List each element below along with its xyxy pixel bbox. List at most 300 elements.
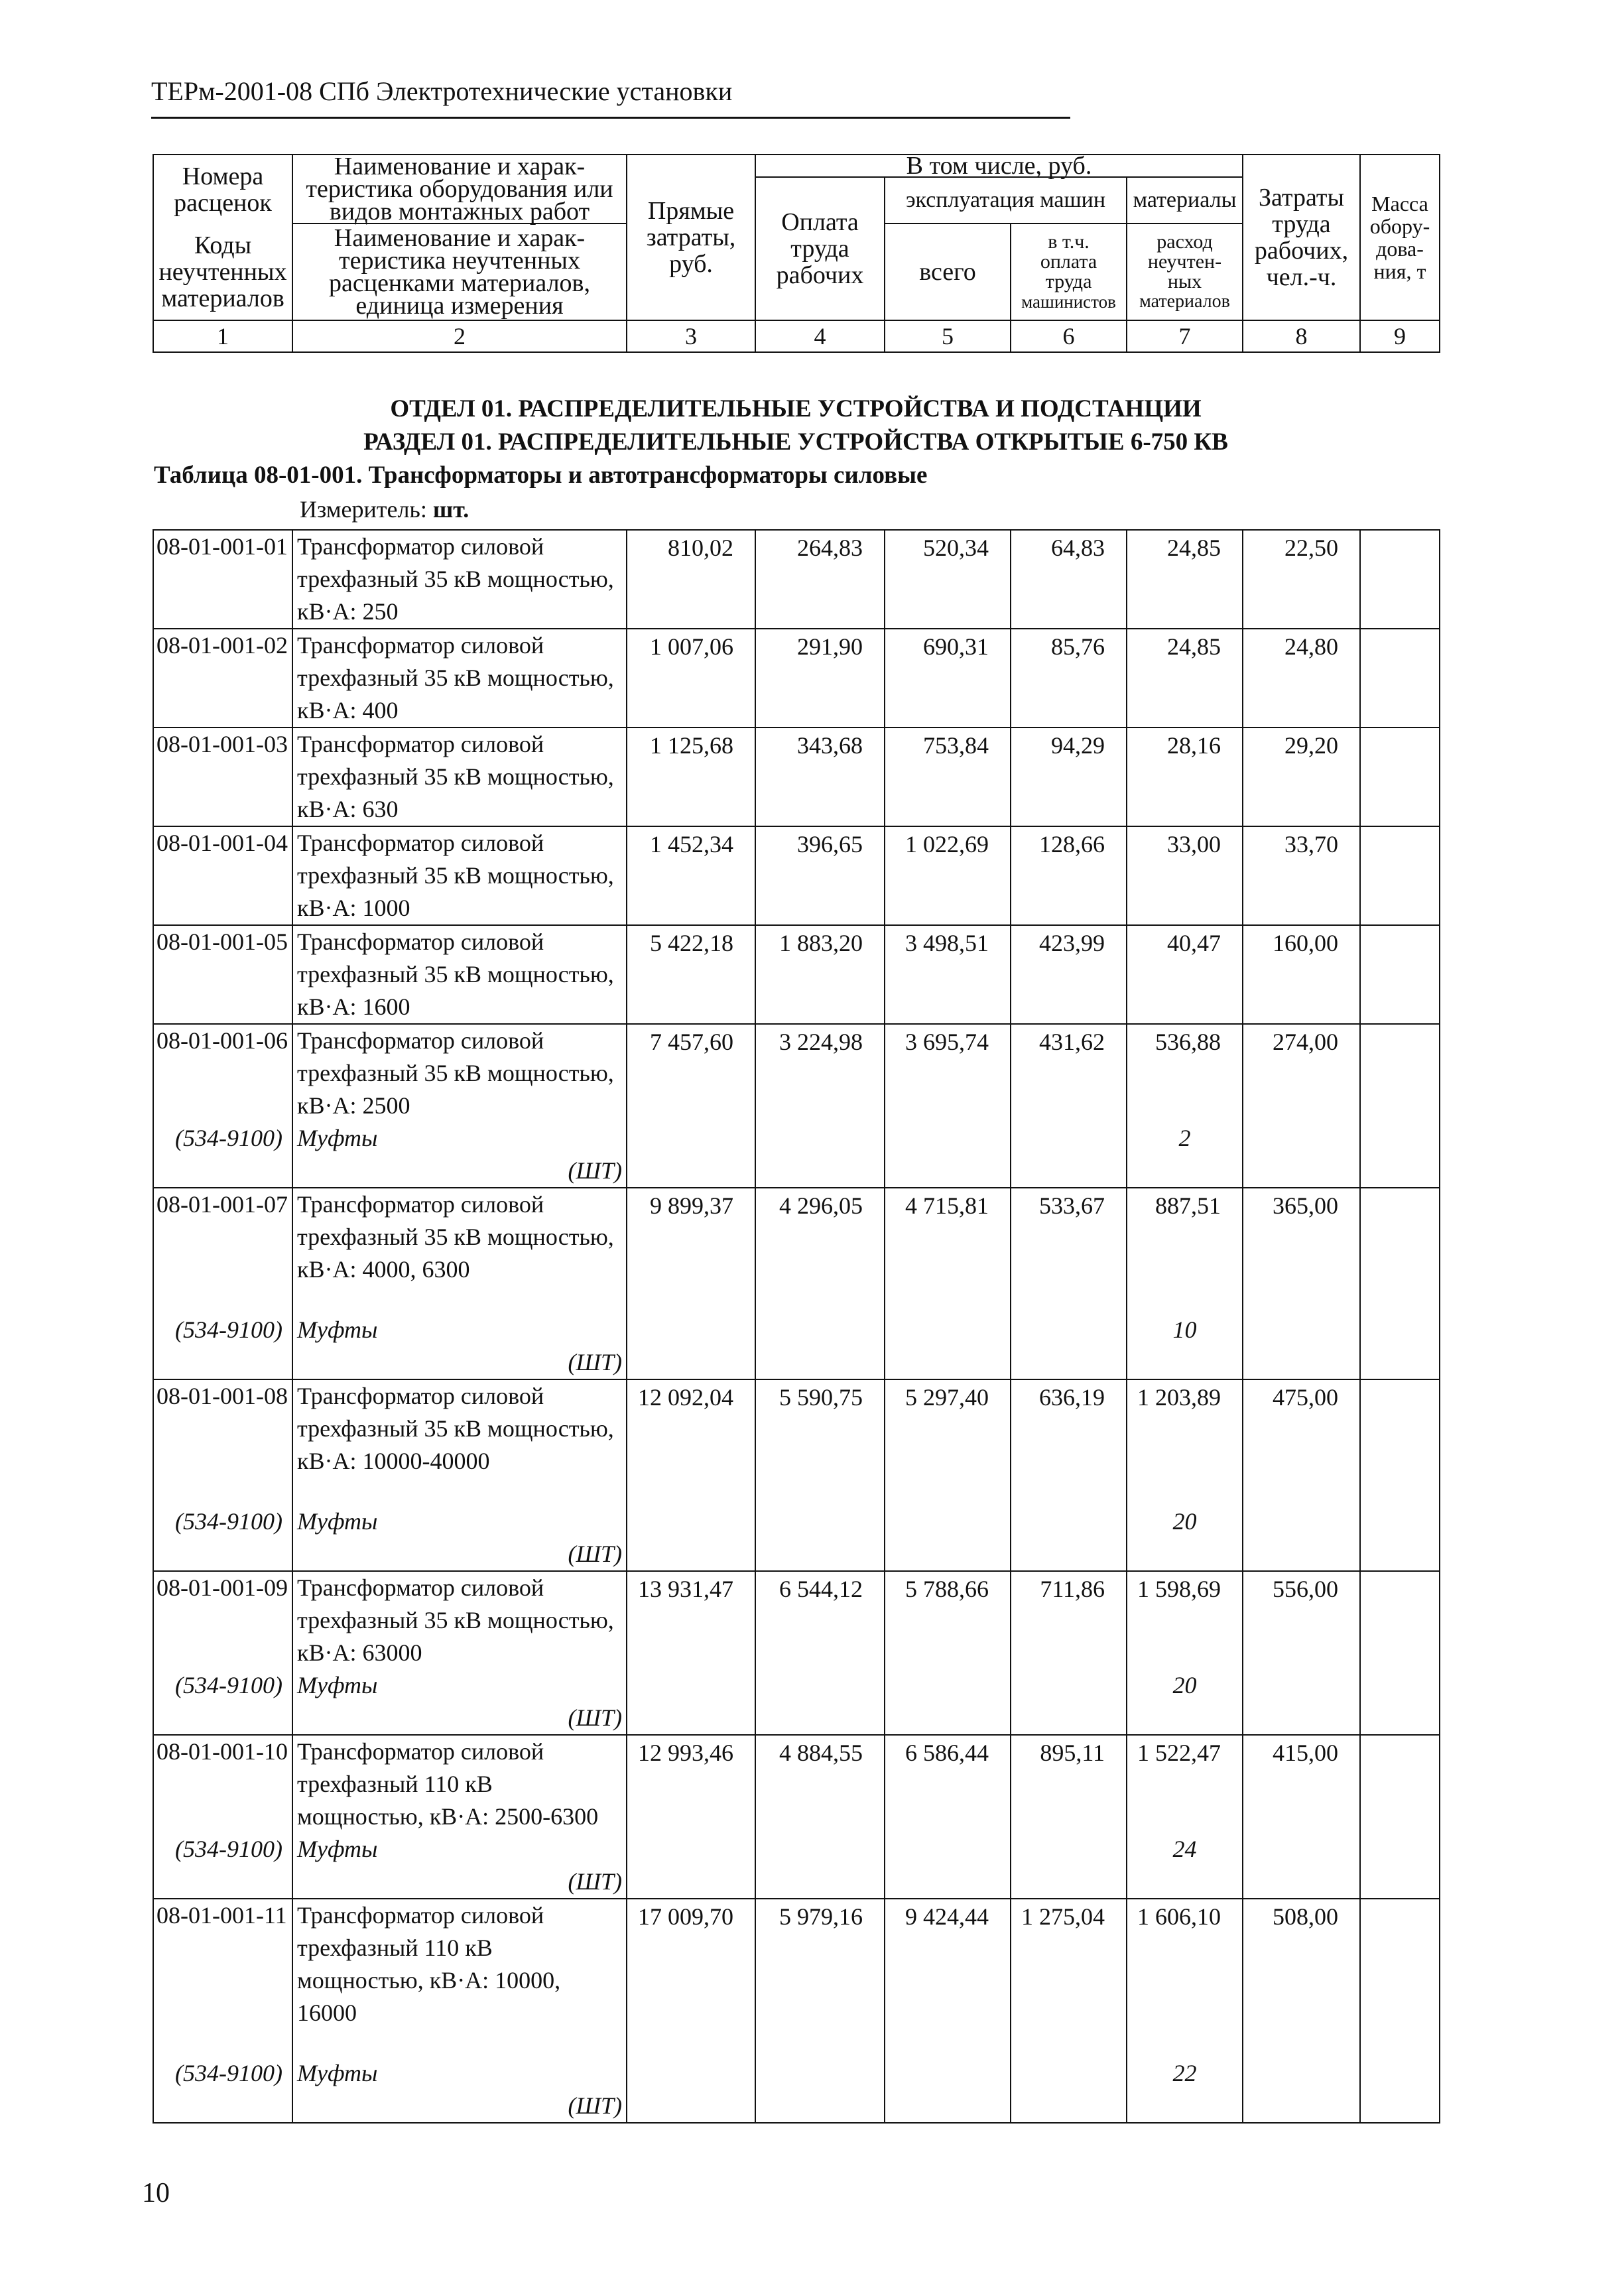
empty-cell: [1360, 1702, 1440, 1735]
direct-cost-cell: 1 452,34: [627, 826, 755, 925]
rate-name-line: трехфазный 110 кВ: [297, 1771, 493, 1797]
empty-cell: [755, 2057, 885, 2090]
rate-name-line: трехфазный 110 кВ: [297, 1935, 493, 1961]
empty-cell: [1011, 1538, 1127, 1571]
rates-table: [153, 529, 1440, 2124]
table-title: Таблица 08-01-001. Трансформаторы и автотрансформаторы силовые: [154, 462, 928, 489]
materials-cell: 28,16: [1127, 728, 1243, 826]
header-number: 3: [627, 320, 755, 352]
operators-cell: 533,67: [1011, 1188, 1127, 1286]
empty-cell: [627, 1833, 755, 1866]
material-unit: (ШТ): [292, 1346, 627, 1379]
header-name-top: Наименование и харак- теристика оборудования или видов монтажных работ: [292, 155, 627, 223]
empty-cell: [1011, 1669, 1127, 1702]
rate-name-line: кВ·А: 250: [297, 598, 399, 625]
empty-cell: [1243, 1314, 1360, 1346]
header-labor: Затраты труда рабочих, чел.-ч.: [1243, 155, 1360, 320]
empty-cell: [1360, 1346, 1440, 1379]
empty-cell: [755, 2029, 885, 2057]
wages-cell: 3 224,98: [755, 1024, 885, 1122]
machines-cell: 753,84: [885, 728, 1011, 826]
header-number: 7: [1127, 320, 1243, 352]
rate-name-line: мощностью, кВ·А: 10000, 16000: [297, 1967, 561, 2026]
table-row: [153, 1379, 1440, 1478]
header-wages: Оплата труда рабочих: [755, 177, 885, 320]
empty-cell: [153, 1286, 292, 1314]
empty-cell: [755, 1833, 885, 1866]
machines-cell: 3 498,51: [885, 925, 1011, 1024]
mass-cell: [1360, 1024, 1440, 1122]
rate-name-line: Трансформатор силовой: [297, 1027, 544, 1054]
empty-cell: [1127, 1702, 1243, 1735]
header-codes-top: Номера расценок: [153, 155, 292, 223]
table-row: [153, 1024, 1440, 1122]
wages-cell: 291,90: [755, 629, 885, 728]
empty-cell: [1360, 2029, 1440, 2057]
header-unaccounted-materials: расход неучтен- ных материалов: [1127, 223, 1243, 320]
empty-cell: [1127, 2090, 1243, 2123]
empty-cell: [1011, 1478, 1127, 1505]
material-unit-row: [153, 1538, 1440, 1571]
material-quantity: 24: [1127, 1833, 1243, 1866]
materials-cell: 1 522,47: [1127, 1735, 1243, 1833]
empty-cell: [1011, 1122, 1127, 1155]
empty-cell: [153, 1866, 292, 1899]
labor-cell: 556,00: [1243, 1571, 1360, 1669]
empty-cell: [1011, 1702, 1127, 1735]
direct-cost-cell: 1 125,68: [627, 728, 755, 826]
rate-name-line: трехфазный 35 кВ мощностью,: [297, 566, 614, 592]
empty-cell: [755, 1669, 885, 1702]
empty-cell: [627, 1702, 755, 1735]
empty-cell: [627, 1669, 755, 1702]
materials-cell: 1 598,69: [1127, 1571, 1243, 1669]
empty-cell: [1243, 2090, 1360, 2123]
labor-cell: 160,00: [1243, 925, 1360, 1024]
wages-cell: 4 296,05: [755, 1188, 885, 1286]
rate-code: 08-01-001-09: [153, 1571, 292, 1669]
material-unit-row: [153, 1866, 1440, 1899]
material-code: (534-9100): [153, 1122, 292, 1155]
material-code: (534-9100): [153, 1505, 292, 1538]
empty-cell: [885, 1669, 1011, 1702]
empty-cell: [1011, 2090, 1127, 2123]
materials-cell: 24,85: [1127, 629, 1243, 728]
empty-cell: [755, 1866, 885, 1899]
materials-cell: 1 606,10: [1127, 1899, 1243, 2029]
header-operators: в т.ч. оплата труда машинистов: [1011, 223, 1127, 320]
empty-cell: [1127, 1155, 1243, 1188]
empty-cell: [1243, 1866, 1360, 1899]
empty-cell: [1243, 1286, 1360, 1314]
rate-name-line: Трансформатор силовой: [297, 533, 544, 560]
rate-name-line: трехфазный 35 кВ мощностью,: [297, 961, 614, 987]
empty-cell: [153, 2029, 292, 2057]
material-code: (534-9100): [153, 1669, 292, 1702]
empty-cell: [292, 1478, 627, 1505]
material-name: Муфты: [292, 1833, 627, 1866]
mass-cell: [1360, 530, 1440, 629]
labor-cell: 475,00: [1243, 1379, 1360, 1478]
material-quantity: 2: [1127, 1122, 1243, 1155]
empty-cell: [627, 1346, 755, 1379]
empty-cell: [1360, 1866, 1440, 1899]
rate-name-line: трехфазный 35 кВ мощностью,: [297, 1415, 614, 1442]
empty-cell: [1360, 1155, 1440, 1188]
material-unit: (ШТ): [292, 1155, 627, 1188]
machines-cell: 690,31: [885, 629, 1011, 728]
rate-name-line: кВ·А: 400: [297, 697, 399, 724]
material-row: [153, 2057, 1440, 2090]
rate-name-line: Трансформатор силовой: [297, 1902, 544, 1929]
operators-cell: 64,83: [1011, 530, 1127, 629]
labor-cell: 415,00: [1243, 1735, 1360, 1833]
operators-cell: 94,29: [1011, 728, 1127, 826]
empty-cell: [1127, 1346, 1243, 1379]
mass-cell: [1360, 1571, 1440, 1669]
rate-name: [292, 629, 627, 728]
empty-cell: [755, 2090, 885, 2123]
header-machines-total: всего: [885, 223, 1011, 320]
direct-cost-cell: 12 993,46: [627, 1735, 755, 1833]
rate-name-line: Трансформатор силовой: [297, 1574, 544, 1601]
table-row: [153, 530, 1440, 629]
operators-cell: 1 275,04: [1011, 1899, 1127, 2029]
unit-of-measure: Измеритель: шт.: [300, 496, 469, 523]
table-row: [153, 1735, 1440, 1833]
material-quantity: 20: [1127, 1505, 1243, 1538]
material-row: [153, 1314, 1440, 1346]
empty-cell: [885, 1702, 1011, 1735]
operators-cell: 711,86: [1011, 1571, 1127, 1669]
rate-name: [292, 1024, 627, 1122]
page-number: 10: [142, 2178, 170, 2208]
empty-cell: [627, 1866, 755, 1899]
mass-cell: [1360, 629, 1440, 728]
materials-cell: 24,85: [1127, 530, 1243, 629]
header-number: 6: [1011, 320, 1127, 352]
empty-cell: [1360, 1478, 1440, 1505]
rate-name-line: кВ·А: 1000: [297, 895, 410, 921]
material-code: (534-9100): [153, 1833, 292, 1866]
material-code: (534-9100): [153, 2057, 292, 2090]
rate-name-line: Трансформатор силовой: [297, 1738, 544, 1765]
empty-cell: [1243, 2057, 1360, 2090]
rate-code: 08-01-001-04: [153, 826, 292, 925]
operators-cell: 895,11: [1011, 1735, 1127, 1833]
material-row: [153, 1122, 1440, 1155]
material-quantity: 10: [1127, 1314, 1243, 1346]
empty-cell: [1011, 1314, 1127, 1346]
empty-cell: [1243, 1538, 1360, 1571]
rate-name-line: кВ·А: 63000: [297, 1639, 422, 1666]
empty-cell: [885, 1314, 1011, 1346]
empty-cell: [1127, 1286, 1243, 1314]
material-unit: (ШТ): [292, 1702, 627, 1735]
wages-cell: 396,65: [755, 826, 885, 925]
empty-cell: [1127, 1478, 1243, 1505]
empty-cell: [153, 1478, 292, 1505]
empty-cell: [1243, 1346, 1360, 1379]
material-unit-row: [153, 1346, 1440, 1379]
rate-name-line: кВ·А: 10000-40000: [297, 1448, 490, 1474]
wages-cell: 264,83: [755, 530, 885, 629]
direct-cost-cell: 1 007,06: [627, 629, 755, 728]
wages-cell: 4 884,55: [755, 1735, 885, 1833]
header-number: 8: [1243, 320, 1360, 352]
labor-cell: 24,80: [1243, 629, 1360, 728]
mass-cell: [1360, 728, 1440, 826]
empty-cell: [885, 1286, 1011, 1314]
empty-cell: [1243, 1122, 1360, 1155]
header-number: 5: [885, 320, 1011, 352]
wages-cell: 5 590,75: [755, 1379, 885, 1478]
material-unit-row: [153, 1155, 1440, 1188]
rate-code: 08-01-001-06: [153, 1024, 292, 1122]
empty-cell: [1243, 1702, 1360, 1735]
direct-cost-cell: 7 457,60: [627, 1024, 755, 1122]
empty-cell: [1011, 2029, 1127, 2057]
empty-cell: [885, 1866, 1011, 1899]
empty-cell: [885, 1478, 1011, 1505]
material-name: Муфты: [292, 1314, 627, 1346]
empty-cell: [1360, 1122, 1440, 1155]
machines-cell: 9 424,44: [885, 1899, 1011, 2029]
material-unit: (ШТ): [292, 2090, 627, 2123]
wages-cell: 343,68: [755, 728, 885, 826]
empty-cell: [627, 1286, 755, 1314]
empty-cell: [627, 1505, 755, 1538]
empty-cell: [1360, 1314, 1440, 1346]
empty-cell: [885, 1538, 1011, 1571]
mass-cell: [1360, 925, 1440, 1024]
operators-cell: 85,76: [1011, 629, 1127, 728]
empty-cell: [292, 1286, 627, 1314]
labor-cell: 508,00: [1243, 1899, 1360, 2029]
empty-cell: [1243, 1833, 1360, 1866]
materials-cell: 1 203,89: [1127, 1379, 1243, 1478]
wages-cell: 5 979,16: [755, 1899, 885, 2029]
rate-code: 08-01-001-02: [153, 629, 292, 728]
material-unit-row: [153, 1702, 1440, 1735]
rate-name-line: Трансформатор силовой: [297, 1191, 544, 1218]
header-codes-bottom: Коды неучтенных материалов: [153, 223, 292, 320]
empty-cell: [153, 1538, 292, 1571]
mass-cell: [1360, 1188, 1440, 1286]
rate-code: 08-01-001-05: [153, 925, 292, 1024]
material-row: [153, 1669, 1440, 1702]
rate-name-line: Трансформатор силовой: [297, 928, 544, 955]
rate-name-line: кВ·А: 4000, 6300: [297, 1256, 470, 1283]
empty-cell: [153, 1155, 292, 1188]
empty-cell: [755, 1286, 885, 1314]
empty-cell: [627, 1478, 755, 1505]
rate-name: [292, 826, 627, 925]
direct-cost-cell: 9 899,37: [627, 1188, 755, 1286]
machines-cell: 520,34: [885, 530, 1011, 629]
material-name: Муфты: [292, 1122, 627, 1155]
material-row: [153, 1833, 1440, 1866]
labor-cell: 365,00: [1243, 1188, 1360, 1286]
header-number: 4: [755, 320, 885, 352]
mass-cell: [1360, 1379, 1440, 1478]
rate-name: [292, 530, 627, 629]
material-unit: (ШТ): [292, 1538, 627, 1571]
table-row: [153, 826, 1440, 925]
empty-cell: [292, 2029, 627, 2057]
empty-cell: [885, 1833, 1011, 1866]
rate-code: 08-01-001-10: [153, 1735, 292, 1833]
header-direct-costs: Прямые затраты, руб.: [627, 155, 755, 320]
mass-cell: [1360, 1735, 1440, 1833]
empty-cell: [1360, 1505, 1440, 1538]
rate-name-line: Трансформатор силовой: [297, 731, 544, 757]
header-number: 2: [292, 320, 627, 352]
rate-code: 08-01-001-07: [153, 1188, 292, 1286]
empty-cell: [1011, 1505, 1127, 1538]
table-row: [153, 1571, 1440, 1669]
rate-name-line: трехфазный 35 кВ мощностью,: [297, 862, 614, 889]
machines-cell: 3 695,74: [885, 1024, 1011, 1122]
materials-cell: 536,88: [1127, 1024, 1243, 1122]
header-rule: [151, 117, 1070, 119]
empty-cell: [1127, 2029, 1243, 2057]
empty-cell: [1127, 1866, 1243, 1899]
rate-name-line: Трансформатор силовой: [297, 830, 544, 856]
empty-cell: [627, 2057, 755, 2090]
material-unit-row: [153, 2090, 1440, 2123]
rate-name: [292, 1571, 627, 1669]
wages-cell: 1 883,20: [755, 925, 885, 1024]
empty-cell: [885, 2029, 1011, 2057]
mass-cell: [1360, 1899, 1440, 2029]
empty-cell: [1360, 1669, 1440, 1702]
rate-name: [292, 1735, 627, 1833]
empty-cell: [627, 2090, 755, 2123]
empty-cell: [755, 1314, 885, 1346]
direct-cost-cell: 12 092,04: [627, 1379, 755, 1478]
empty-cell: [755, 1346, 885, 1379]
empty-cell: [885, 2057, 1011, 2090]
header-number: 9: [1360, 320, 1440, 352]
operators-cell: 423,99: [1011, 925, 1127, 1024]
materials-cell: 33,00: [1127, 826, 1243, 925]
empty-cell: [755, 1702, 885, 1735]
empty-cell: [1360, 1538, 1440, 1571]
empty-cell: [1243, 1478, 1360, 1505]
rate-name-line: кВ·А: 1600: [297, 993, 410, 1020]
empty-cell: [1243, 1155, 1360, 1188]
empty-cell: [627, 1122, 755, 1155]
empty-cell: [1011, 1866, 1127, 1899]
table-row: [153, 1899, 1440, 2029]
labor-cell: 33,70: [1243, 826, 1360, 925]
empty-cell: [755, 1478, 885, 1505]
empty-cell: [885, 2090, 1011, 2123]
rate-name-line: трехфазный 35 кВ мощностью,: [297, 1060, 614, 1086]
header-group: В том числе, руб.: [755, 155, 1243, 177]
empty-cell: [1360, 2090, 1440, 2123]
material-name: Муфты: [292, 1669, 627, 1702]
empty-cell: [1011, 1286, 1127, 1314]
machines-cell: 4 715,81: [885, 1188, 1011, 1286]
table-row: [153, 728, 1440, 826]
empty-cell: [1360, 1286, 1440, 1314]
header-number: 1: [153, 320, 292, 352]
header-materials: материалы: [1127, 177, 1243, 223]
rate-name-line: трехфазный 35 кВ мощностью,: [297, 763, 614, 790]
operators-cell: 128,66: [1011, 826, 1127, 925]
empty-cell: [1243, 1505, 1360, 1538]
empty-cell: [627, 1314, 755, 1346]
empty-cell: [1243, 1669, 1360, 1702]
empty-cell: [755, 1155, 885, 1188]
section-title: ОТДЕЛ 01. РАСПРЕДЕЛИТЕЛЬНЫЕ УСТРОЙСТВА И ПОДСТАНЦИИ: [390, 395, 1202, 422]
empty-cell: [755, 1538, 885, 1571]
material-name: Муфты: [292, 2057, 627, 2090]
empty-cell: [1243, 2029, 1360, 2057]
labor-cell: 274,00: [1243, 1024, 1360, 1122]
empty-cell: [627, 1155, 755, 1188]
rate-code: 08-01-001-08: [153, 1379, 292, 1478]
column-header-table: [153, 154, 1440, 353]
rate-name: [292, 925, 627, 1024]
material-quantity: 22: [1127, 2057, 1243, 2090]
materials-cell: 887,51: [1127, 1188, 1243, 1286]
direct-cost-cell: 17 009,70: [627, 1899, 755, 2029]
wages-cell: 6 544,12: [755, 1571, 885, 1669]
rate-name-line: Трансформатор силовой: [297, 632, 544, 659]
rate-name-line: трехфазный 35 кВ мощностью,: [297, 1224, 614, 1250]
rate-name-line: Трансформатор силовой: [297, 1383, 544, 1409]
mass-cell: [1360, 826, 1440, 925]
empty-cell: [1360, 1833, 1440, 1866]
rate-name-line: кВ·А: 2500: [297, 1092, 410, 1119]
operators-cell: 636,19: [1011, 1379, 1127, 1478]
empty-cell: [153, 2090, 292, 2123]
material-code: (534-9100): [153, 1314, 292, 1346]
empty-cell: [755, 1122, 885, 1155]
rate-name-line: кВ·А: 630: [297, 796, 399, 822]
empty-cell: [153, 1346, 292, 1379]
empty-cell: [1011, 1155, 1127, 1188]
material-quantity: 20: [1127, 1669, 1243, 1702]
table-row: [153, 629, 1440, 728]
table-row: [153, 1188, 1440, 1286]
material-unit: (ШТ): [292, 1866, 627, 1899]
running-head: ТЕРм-2001-08 СПб Электротехнические установки: [151, 76, 733, 106]
rate-name: [292, 1899, 627, 2029]
machines-cell: 1 022,69: [885, 826, 1011, 925]
machines-cell: 6 586,44: [885, 1735, 1011, 1833]
empty-cell: [1011, 1833, 1127, 1866]
rate-name-line: мощностью, кВ·А: 2500-6300: [297, 1803, 599, 1830]
empty-cell: [885, 1122, 1011, 1155]
rate-name: [292, 728, 627, 826]
direct-cost-cell: 810,02: [627, 530, 755, 629]
empty-cell: [885, 1155, 1011, 1188]
operators-cell: 431,62: [1011, 1024, 1127, 1122]
empty-cell: [1011, 2057, 1127, 2090]
subsection-title: РАЗДЕЛ 01. РАСПРЕДЕЛИТЕЛЬНЫЕ УСТРОЙСТВА ОТКРЫТЫЕ 6-750 КВ: [363, 428, 1228, 456]
rate-name: [292, 1379, 627, 1478]
empty-cell: [627, 1538, 755, 1571]
table-row: [153, 925, 1440, 1024]
empty-cell: [755, 1505, 885, 1538]
machines-cell: 5 788,66: [885, 1571, 1011, 1669]
machines-cell: 5 297,40: [885, 1379, 1011, 1478]
header-exploitation: эксплуатация машин: [885, 177, 1127, 223]
